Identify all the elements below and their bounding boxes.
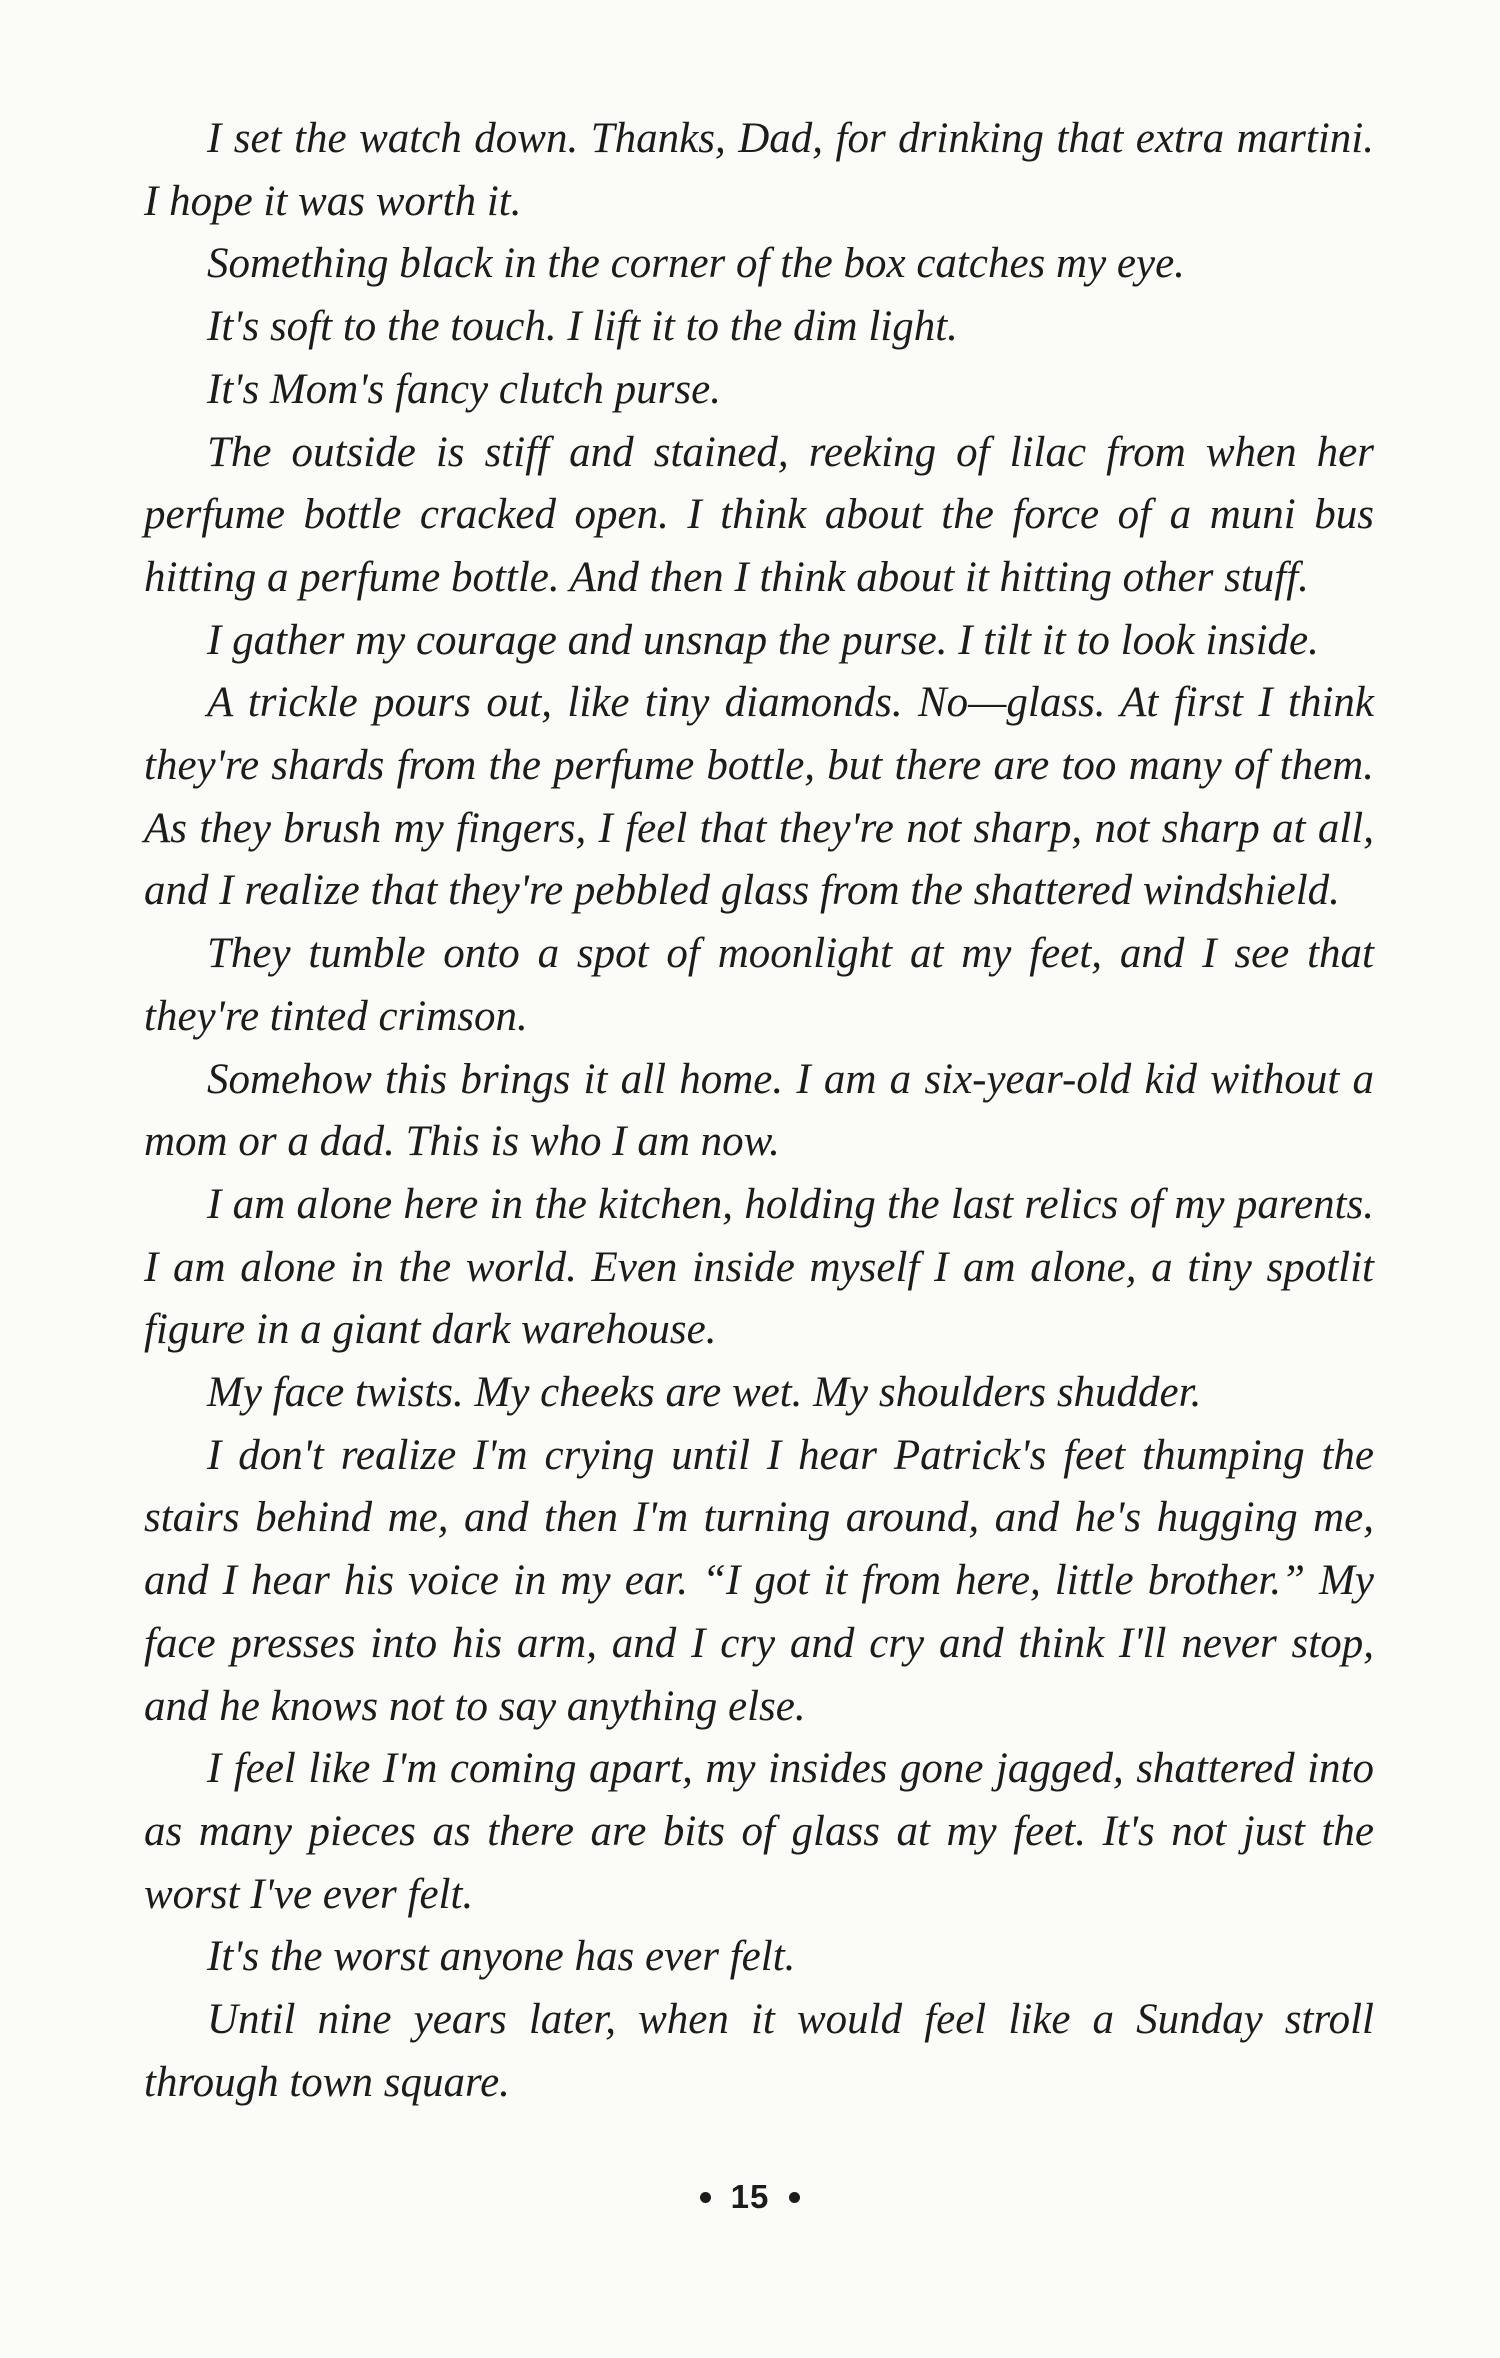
page-folio: [0, 2178, 1500, 2216]
paragraph: I don't realize I'm crying until I hear Patrick's feet thumping the stairs behind me, and then I'm turning around, and he's hugging me, and I hear his voice in my ear. “I got it from here, little brother.” My face presses into his arm, and I cry and cry and think I'll never stop, and he knows not to say anything else.: [144, 1431, 1374, 1730]
paragraph: I set the watch down. Thanks, Dad, for drinking that extra martini. I hope it was worth it.: [144, 115, 1374, 225]
paragraph: A trickle pours out, like tiny diamonds. No—glass. At first I think they're shards from the perfume bottle, but there are too many of them. As they brush my fingers, I feel that they're not sharp, not sharp at all, and I realize that they're pebbled glass from the shattered windshield.: [144, 679, 1374, 915]
paragraph: It's the worst anyone has ever felt.: [207, 1933, 796, 1981]
bullet-icon: [700, 2192, 711, 2203]
paragraph: They tumble onto a spot of moonlight at my feet, and I see that they're tinted crimson.: [144, 930, 1374, 1040]
paragraph: My face twists. My cheeks are wet. My shoulders shudder.: [207, 1369, 1202, 1417]
paragraph: It's Mom's fancy clutch purse.: [207, 365, 721, 413]
paragraph: I am alone here in the kitchen, holding the last relics of my parents. I am alone in the world. Even inside myself I am alone, a tiny spotlit figure in a giant dark warehouse.: [144, 1180, 1374, 1354]
bullet-icon: [789, 2192, 800, 2203]
paragraph: It's soft to the touch. I lift it to the dim light.: [207, 303, 958, 351]
body-text: [144, 108, 1374, 2115]
paragraph: Somehow this brings it all home. I am a six-year-old kid without a mom or a dad. This is who I am now.: [144, 1055, 1374, 1166]
paragraph: I feel like I'm coming apart, my insides gone jagged, shattered into as many pieces as there are bits of glass at my feet. It's not just the worst I've ever felt.: [144, 1745, 1374, 1918]
page-number: 15: [730, 2178, 770, 2215]
paragraph: Something black in the corner of the box catches my eye.: [207, 240, 1185, 288]
paragraph: The outside is stiff and stained, reeking of lilac from when her perfume bottle cracked open. I think about the force of a muni bus hitting a perfume bottle. And then I think about it hitting other stuff.: [144, 428, 1374, 601]
paragraph: I gather my courage and unsnap the purse. I tilt it to look inside.: [207, 616, 1319, 664]
paragraph: Until nine years later, when it would feel like a Sunday stroll through town square.: [144, 1996, 1374, 2106]
